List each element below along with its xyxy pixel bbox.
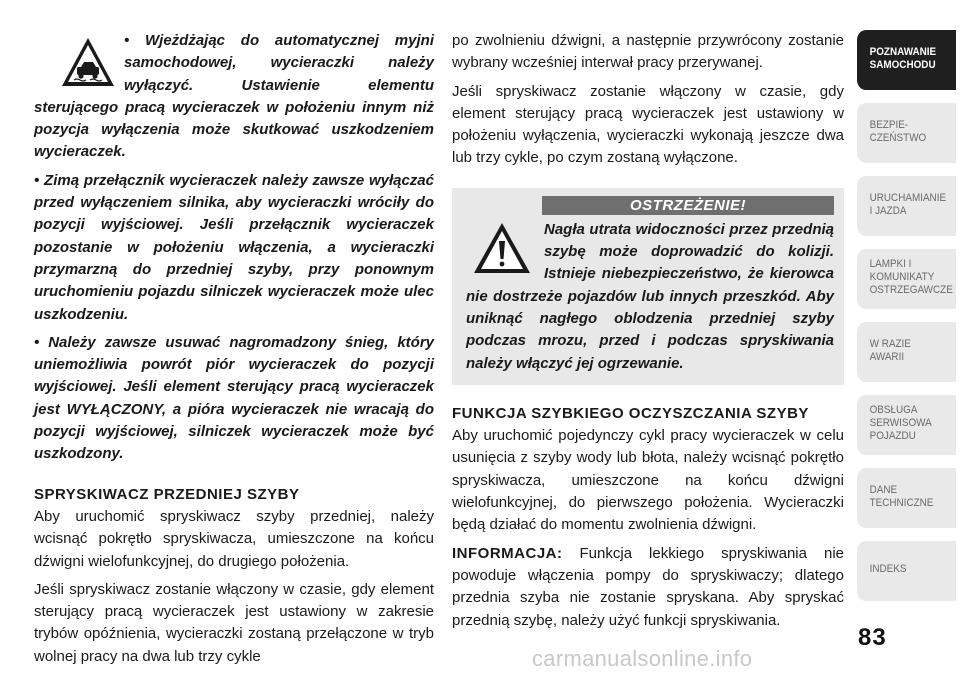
tab-label-line: BEZPIE- — [869, 119, 909, 131]
tab-dane-techniczne[interactable] — [857, 468, 956, 528]
tab-label-line: DANE — [869, 484, 898, 496]
tab-label-line: SERWISOWA — [869, 417, 932, 429]
chapter-sidebar — [857, 30, 957, 614]
info-label: INFORMACJA: — [452, 544, 563, 562]
tab-label-line: I JAZDA — [869, 205, 907, 217]
tab-label-line: AWARII — [869, 351, 905, 363]
tab-label-line: KOMUNIKATY — [869, 271, 935, 283]
tab-label-line: TECHNICZNE — [869, 497, 934, 509]
warning-title: OSTRZEŻENIE! — [542, 196, 834, 215]
paragraph-washer-off: Jeśli spryskiwacz zostanie włączony w czasie, gdy element sterujący pracą wycieraczek jest ustawiony w położeniu wyłączenia, wycieraczki wykonają jeszcze dwa lub trzy cykle, po czym zostaną wyłączone. — [452, 82, 844, 167]
tab-w-razie-awarii[interactable] — [857, 322, 956, 382]
tab-indeks[interactable] — [857, 541, 956, 601]
caution-block — [34, 30, 434, 466]
tab-label-line: CZEŃSTWO — [869, 132, 927, 144]
paragraph-info — [452, 543, 844, 632]
warning-text: Nagła utrata widoczności przez przednią szybę może doprowadzić do kolizji. Istnieje niebezpieczeństwo, że kierowca nie dostrzeże pojazdów lub innych przeszkód. Aby uniknąć nagłego oblodzenia przedniej szyby podczas mrozu, przed i podczas spryskiwania należy włączyć jej ogrzewanie. — [466, 220, 834, 372]
warning-box — [452, 188, 844, 385]
left-column — [34, 30, 434, 674]
tab-bezpieczenstwo[interactable] — [857, 103, 956, 163]
right-column — [452, 30, 844, 638]
tab-poznawanie-samochodu[interactable] — [857, 30, 956, 90]
caution-bullet-winter: • Zimą przełącznik wycieraczek należy zawsze wyłączać przed wyłączeniem silnika, aby wycieraczki wróciły do pozycji wyjściowej. Jeśli przełącznik wycieraczek pozostanie w położeniu włączenia, a wycieraczki przymarzną do przedniej szyby, przy ponownym uruchomieniu pojazdu silniczek wycieraczek może ulec uszkodzeniu. — [34, 171, 434, 323]
paragraph-washer-1: Aby uruchomić spryskiwacz szyby przedniej, należy wcisnąć pokrętło spryskiwacza, umieszczone na końcu dźwigni wielofunkcyjnej, do drugiego położenia. — [34, 507, 434, 570]
tab-label-line: POJAZDU — [869, 430, 916, 442]
car-skid-warning-icon — [60, 36, 116, 88]
caution-bullet-snow: • Należy zawsze usuwać nagromadzony śnieg, który uniemożliwia powrót piór wycieraczek do pozycji wyjściowej. Jeśli element sterujący pracą wycieraczek jest WYŁĄCZONY, a pióra wycieraczek nie wracają do pozycji wyjściowej, silniczek wycieraczek może być uszkodzony. — [34, 333, 434, 463]
tab-label-line: URUCHAMIANIE — [869, 192, 947, 204]
section-heading-quick-clean: FUNKCJA SZYBKIEGO OCZYSZCZANIA SZYBY — [452, 404, 809, 422]
tab-lampki-i-komunikaty[interactable] — [857, 249, 956, 309]
tab-obsluga-serwisowa[interactable] — [857, 395, 956, 455]
tab-label-line: INDEKS — [869, 563, 907, 575]
caution-bullet-car-wash: • Wjeżdżając do automatycznej myjni samochodowej, wycieraczki należy wyłączyć. Ustawienie elementu sterującego pracą wycieraczek w położeniu innym niż pozycja wyłączenia może skutkować uszkodzeniem wycieraczek. — [34, 32, 434, 161]
watermark: carmanualsonline.info — [532, 646, 753, 671]
info-text: Funkcja lekkiego spryskiwania nie powoduje włączenia pompy do spryskiwaczy; dlatego przednia szyba nie zostanie spryskana. Aby spryskać przednią szybę, należy użyć funkcji spryskiwania. — [452, 544, 844, 629]
tab-label-line: OBSŁUGA — [869, 404, 918, 416]
tab-uruchamianie-i-jazda[interactable] — [857, 176, 956, 236]
paragraph-continued: po zwolnieniu dźwigni, a następnie przywrócony zostanie wybrany wcześniej interwał pracy przerywanej. — [452, 32, 844, 72]
exclamation-warning-icon — [472, 221, 532, 275]
tab-label-line: OSTRZEGAWCZE — [869, 284, 953, 296]
tab-label-line: LAMPKI I — [869, 258, 912, 270]
tab-label-line: POZNAWANIE — [869, 46, 937, 58]
tab-label-line: W RAZIE — [869, 338, 911, 350]
paragraph-washer-2: Jeśli spryskiwacz zostanie włączony w czasie, gdy element sterujący pracą wycieraczek jest ustawiony w zakresie trybów opóźnienia, wycieraczki zostaną przełączone w tryb wolnej pracy na dwa lub trzy cykle — [34, 580, 434, 665]
paragraph-quick-clean: Aby uruchomić pojedynczy cykl pracy wycieraczek w celu usunięcia z szyby wody lub błota, należy wcisnąć pokrętło spryskiwacza, umieszczone na końcu dźwigni wielofunkcyjnej, do pierwszego położenia. Wycieraczki będą działać do momentu zwolnienia dźwigni. — [452, 427, 844, 534]
section-heading-washer: SPRYSKIWACZ PRZEDNIEJ SZYBY — [34, 485, 300, 503]
page-number: 83 — [858, 624, 887, 651]
tab-label-line: SAMOCHODU — [869, 59, 936, 71]
